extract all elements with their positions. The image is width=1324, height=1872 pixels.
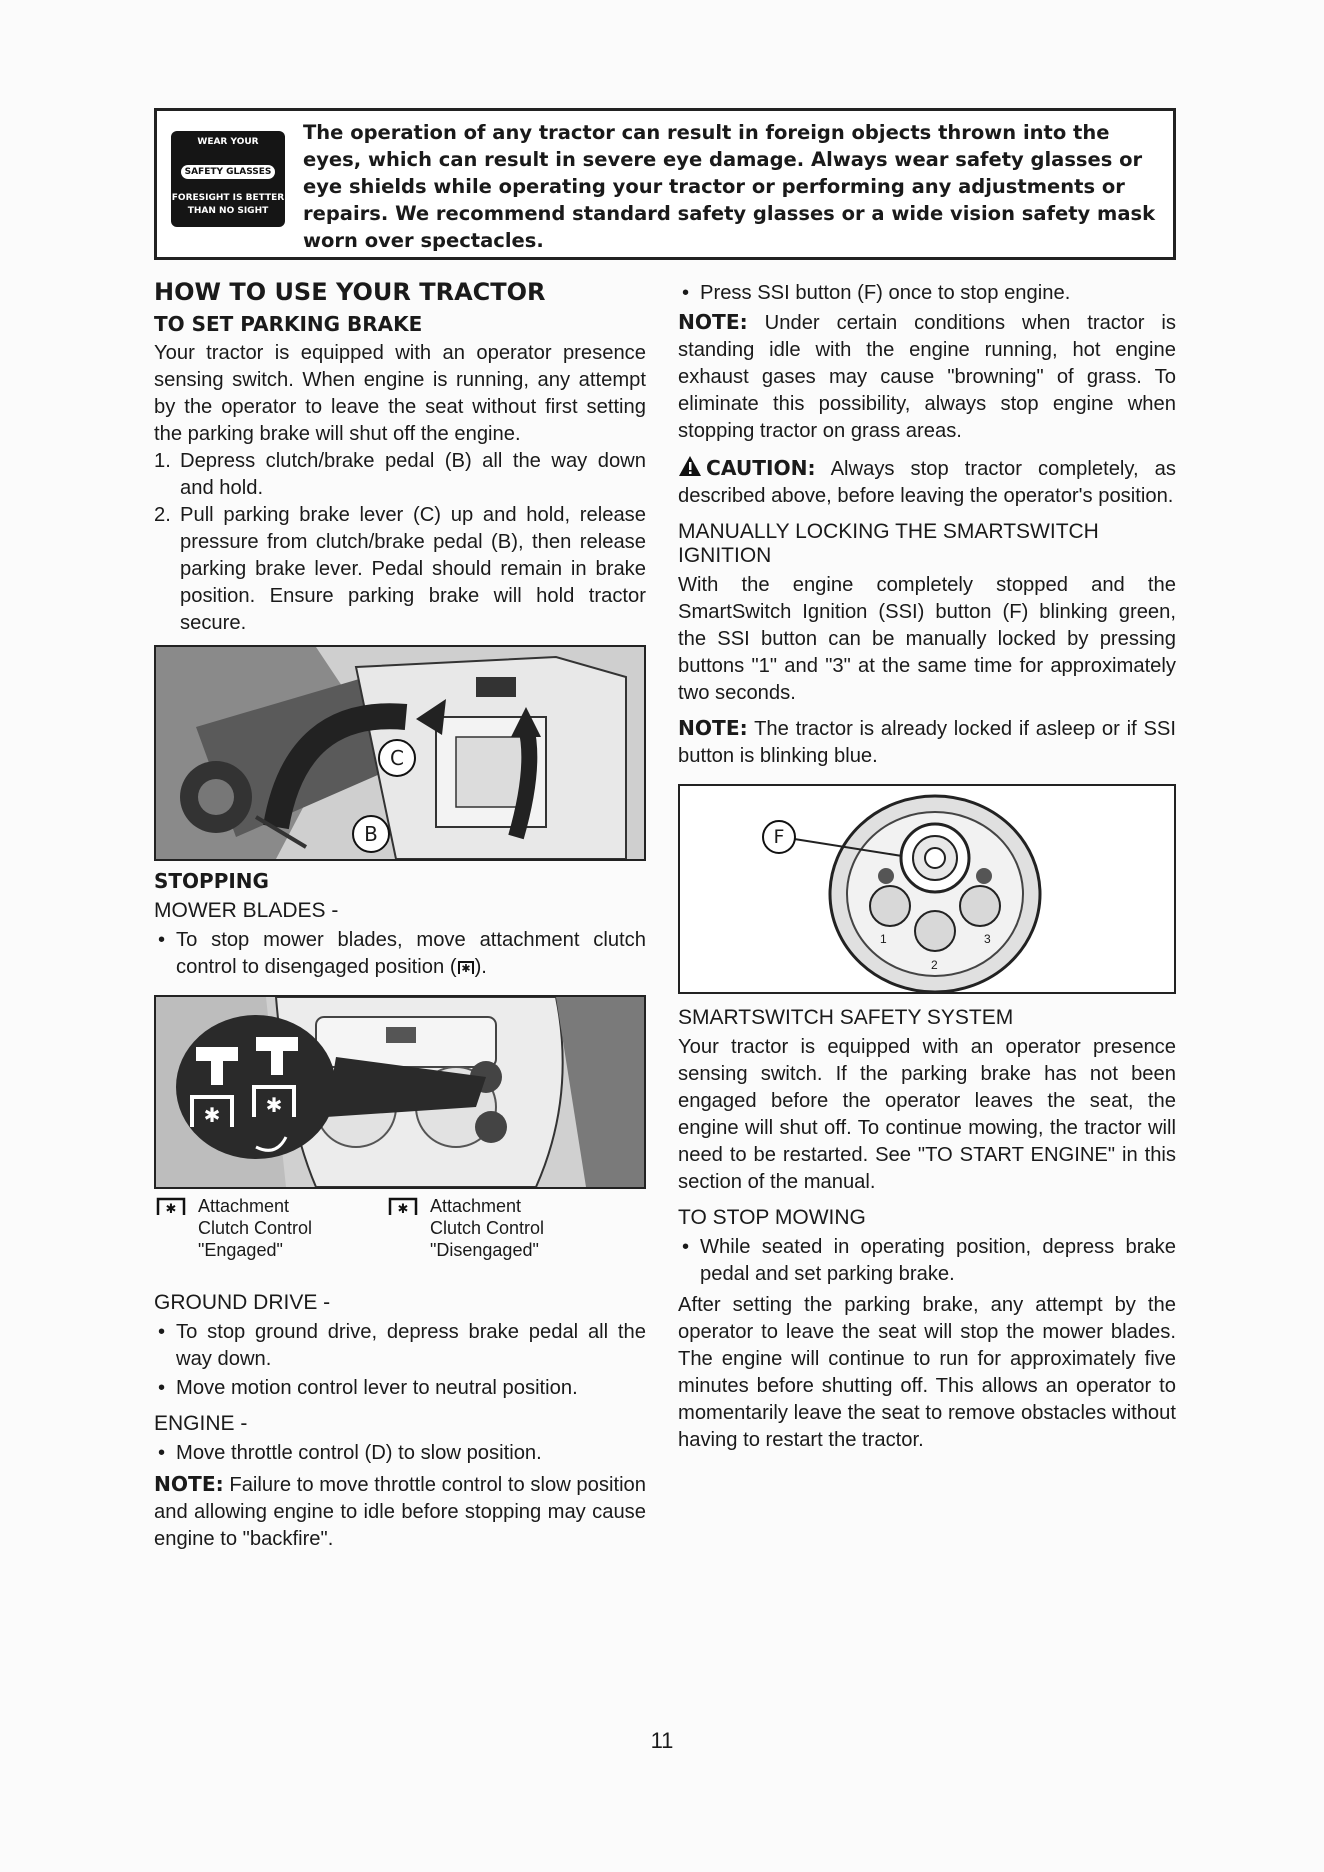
stopping-heading: STOPPING [154, 869, 269, 893]
note-label: NOTE: [154, 1472, 224, 1496]
note-exhaust [678, 309, 1176, 445]
step-number: 2. [154, 504, 171, 526]
caution-triangle-icon [678, 455, 702, 477]
svg-text:✱: ✱ [265, 1095, 283, 1117]
caption-line: "Engaged" [198, 1240, 283, 1260]
svg-text:✱: ✱ [165, 1201, 177, 1216]
label-c: C [378, 739, 416, 777]
icon-text-line: FORESIGHT IS BETTER [171, 193, 285, 203]
step-text: Depress clutch/brake pedal (B) all the way down and hold. [180, 450, 646, 499]
button-number-3: 3 [984, 932, 991, 946]
mower-bullet [154, 927, 646, 981]
note-label: NOTE: [678, 716, 748, 740]
caption-line: Attachment [198, 1196, 290, 1216]
caution-paragraph [678, 455, 1176, 510]
smartswitch-heading: SMARTSWITCH SAFETY SYSTEM [678, 1006, 1014, 1029]
svg-text:✱: ✱ [460, 963, 471, 975]
mower-bullet-end: ). [474, 956, 487, 978]
caption-line: Clutch Control [430, 1218, 545, 1238]
smartswitch-text: Your tractor is equipped with an operator presence sensing switch. If the parking brake has not been engaged before the operator leaves the seat, the engine will shut off. To continue mowing, the tractor will need to be restarted. See "TO START ENGINE" in this section of the manual. [678, 1036, 1176, 1193]
button-number-1: 1 [880, 932, 887, 946]
ground-bullet: • To stop ground drive, depress brake pedal all the way down. [154, 1319, 646, 1373]
safety-glasses-icon [171, 131, 285, 227]
clutch-control-illustration [156, 997, 644, 1187]
mower-bullet-text: To stop mower blades, move attachment clutch control to disengaged position ( [176, 929, 646, 978]
label-b: B [352, 815, 390, 853]
label-f: F [762, 820, 796, 854]
ssi-bullet: • Press SSI button (F) once to stop engine. [678, 280, 1176, 307]
parking-brake-intro: Your tractor is equipped with an operator presence sensing switch. When engine is running, any attempt by the operator to leave the seat without first setting the parking brake will shut off the engine. [154, 342, 646, 445]
clutch-control-figure [154, 995, 646, 1189]
ssi-figure [678, 784, 1176, 994]
step-item [154, 448, 646, 502]
parking-brake-figure [154, 645, 646, 861]
warning-text: The operation of any tractor can result in foreign objects thrown into the eyes, which can result in severe eye damage. Always wear safety glasses or eye shields while operating your tractor or performing any adjustments or repairs. We recommend standard safety glasses or a wide vision safety mask worn over spectacles. [303, 121, 1156, 252]
caption-line: Attachment [430, 1196, 522, 1216]
svg-text:✱: ✱ [203, 1105, 221, 1127]
step-number: 1. [154, 450, 171, 472]
engaged-symbol-icon [154, 1195, 188, 1217]
ground-drive-heading: GROUND DRIVE - [154, 1291, 331, 1314]
ssi-button-illustration [680, 786, 1174, 992]
step-item [154, 502, 646, 637]
mower-blades-heading: MOWER BLADES - [154, 899, 339, 922]
note-text: The tractor is already locked if asleep or if SSI button is blinking blue. [678, 718, 1176, 767]
manual-lock-text: With the engine completely stopped and the SmartSwitch Ignition (SSI) button (F) blinking green, the SSI button can be manually locked by pressing buttons "1" and "3" at the same time for approximately two seconds. [678, 574, 1176, 704]
caution-text: Always stop tractor completely, as described above, before leaving the operator's position. [678, 458, 1176, 507]
note-label: NOTE: [678, 310, 748, 334]
icon-text-line: WEAR YOUR [197, 137, 259, 147]
safety-warning-box [154, 108, 1176, 260]
section-heading: HOW TO USE YOUR TRACTOR [154, 278, 546, 306]
stop-mowing-heading: TO STOP MOWING [678, 1206, 866, 1229]
caption-line: Clutch Control [198, 1218, 313, 1238]
icon-text-line: SAFETY GLASSES [181, 165, 275, 179]
caption-text [198, 1195, 312, 1261]
clutch-captions [154, 1195, 646, 1283]
right-column [678, 274, 1176, 1454]
disengaged-symbol-icon [386, 1195, 420, 1217]
step-text: Pull parking brake lever (C) up and hold, release pressure from clutch/brake pedal (B), then release parking brake lever. Pedal should remain in brake position. Ensure parking brake will hold tractor secure. [180, 504, 646, 634]
note-text: Under certain conditions when tractor is standing idle with the engine running, hot engine exhaust gases may cause "browning" of grass. To eliminate this possibility, always stop engine when stopping tractor on grass areas. [678, 312, 1177, 442]
manual-lock-heading: MANUALLY LOCKING THE SMARTSWITCH IGNITION [678, 520, 1099, 567]
page-number: 11 [650, 1728, 674, 1753]
svg-text:✱: ✱ [397, 1201, 409, 1216]
ground-bullet: • Move motion control lever to neutral position. [154, 1375, 646, 1402]
engine-bullet: • Move throttle control (D) to slow position. [154, 1440, 646, 1467]
caption-text [430, 1195, 544, 1261]
caution-label: CAUTION: [706, 456, 816, 480]
left-column [154, 274, 646, 1553]
button-number-2: 2 [931, 958, 938, 972]
parking-brake-heading: TO SET PARKING BRAKE [154, 312, 423, 336]
note-locked [678, 715, 1176, 770]
stop-mowing-bullet: • While seated in operating position, depress brake pedal and set parking brake. [678, 1234, 1176, 1288]
note-text: Failure to move throttle control to slow position and allowing engine to idle before stopping may cause engine to "backfire". [154, 1474, 647, 1550]
disengaged-symbol-icon [457, 958, 475, 976]
engine-heading: ENGINE - [154, 1412, 248, 1435]
icon-text-line: THAN NO SIGHT [187, 206, 269, 216]
engine-note [154, 1471, 646, 1553]
stop-mowing-text: After setting the parking brake, any attempt by the operator to leave the seat will stop the mower blades. The engine will continue to run for approximately five minutes before shutting off. This allows an operator to momentarily leave the seat to remove obstacles without having to restart the tractor. [678, 1294, 1176, 1451]
caption-line: "Disengaged" [430, 1240, 539, 1260]
